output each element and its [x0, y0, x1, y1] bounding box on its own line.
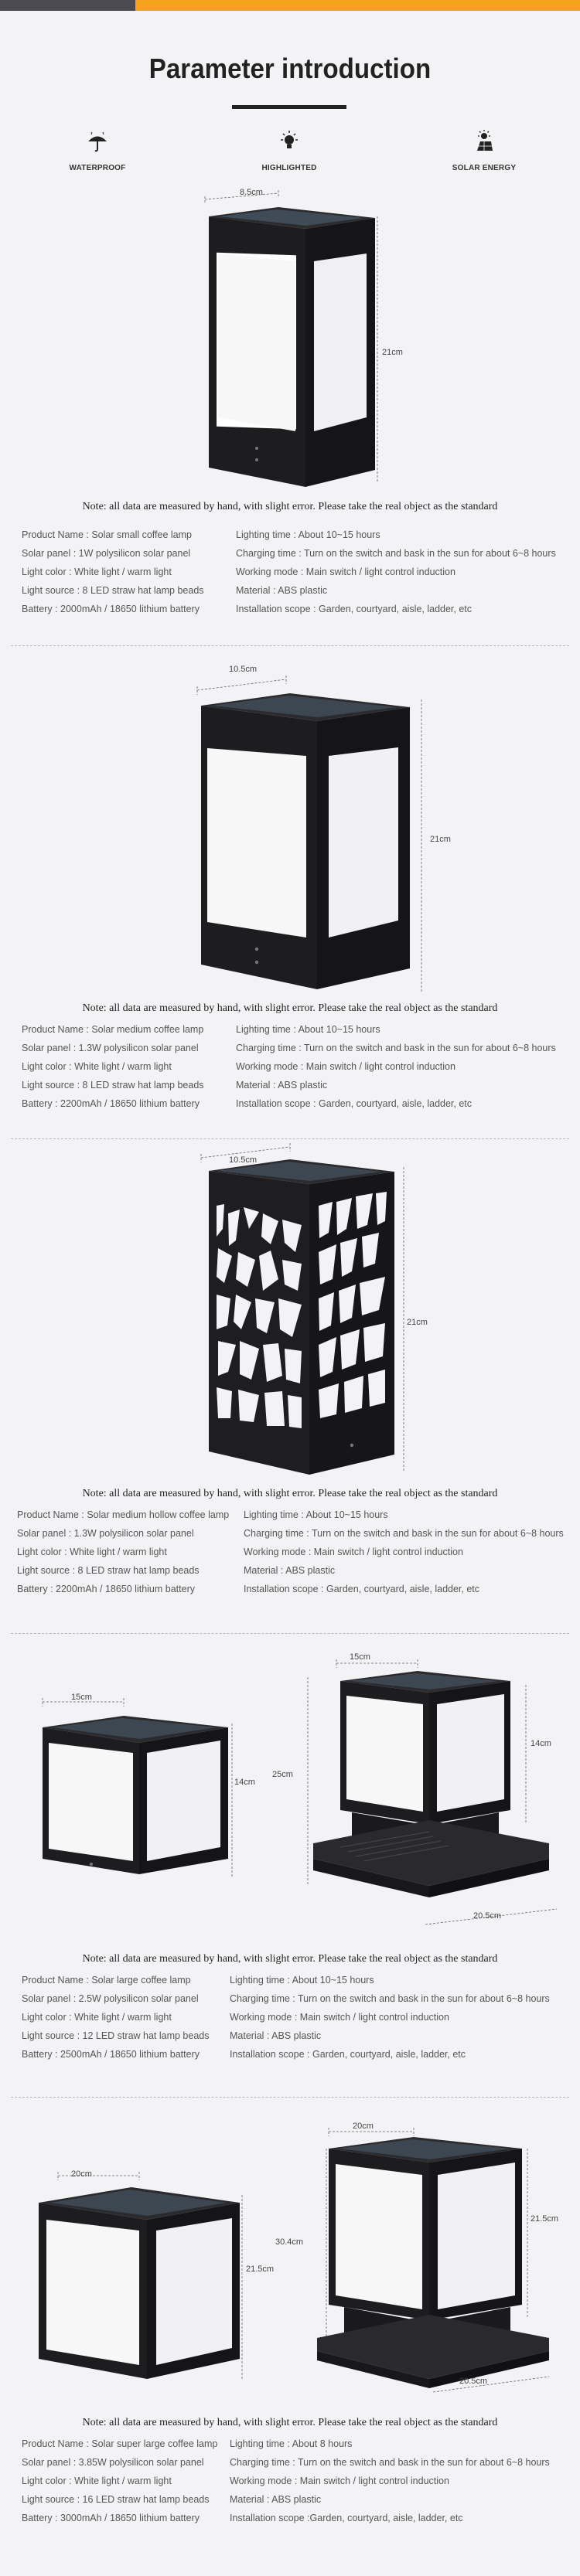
spec-line: Lighting time : About 10~15 hours — [236, 529, 380, 540]
spec-line: Lighting time : About 8 hours — [230, 2438, 353, 2449]
product-1-note: Note: all data are measured by hand, with slight error. Please take the real object as the standard — [82, 501, 498, 512]
spec-line: Charging time : Turn on the switch and bask in the sun for about 6~8 hours — [244, 1528, 564, 1539]
spec-line: Installation scope :Garden, courtyard, aisle, ladder, etc — [230, 2513, 463, 2523]
spec-line: Installation scope : Garden, courtyard, aisle, ladder, etc — [244, 1584, 480, 1594]
product-3-width-label: 10.5cm — [229, 1155, 258, 1165]
product-5b-total-height-label: 30.4cm — [275, 2237, 304, 2247]
spec-line: Installation scope : Garden, courtyard, aisle, ladder, etc — [236, 1098, 473, 1109]
spec-line: Lighting time : About 10~15 hours — [244, 1509, 388, 1520]
product-4a-lamp-image — [23, 1685, 271, 1901]
feature-highlighted — [227, 130, 351, 172]
spec-line: Working mode : Main switch / light control induction — [244, 1547, 463, 1557]
spec-line: Light color : White light / warm light — [22, 567, 172, 577]
product-5a-height-label: 21.5cm — [246, 2265, 275, 2274]
spec-line: Lighting time : About 10~15 hours — [236, 1024, 380, 1035]
spec-line: Solar panel : 1.3W polysilicon solar panel — [17, 1528, 194, 1539]
spec-line: Light source : 16 LED straw hat lamp beads — [22, 2494, 210, 2505]
product-1-lamp-image — [178, 185, 410, 495]
feature-waterproof — [36, 130, 159, 172]
umbrella-icon — [86, 130, 109, 153]
spec-line: Light color : White light / warm light — [22, 1061, 172, 1072]
product-5a-lamp-image — [19, 2133, 275, 2388]
spec-line: Light source : 8 LED straw hat lamp beads — [22, 1080, 204, 1091]
spec-line: Light source : 8 LED straw hat lamp beads — [17, 1565, 200, 1576]
spec-line: Charging time : Turn on the switch and bask in the sun for about 6~8 hours — [236, 1043, 556, 1053]
spec-line: Material : ABS plastic — [236, 1080, 328, 1091]
product-4b-width-label: 15cm — [350, 1652, 370, 1662]
spec-line: Battery : 2500mAh / 18650 lithium battery — [22, 2049, 200, 2060]
product-2-note: Note: all data are measured by hand, with slight error. Please take the real object as the standard — [82, 1002, 498, 1014]
product-5b-lamp-image — [302, 2110, 565, 2404]
feature-label: HIGHLIGHTED — [261, 164, 317, 172]
product-5b-width-label: 20cm — [353, 2122, 374, 2131]
spec-line: Solar panel : 1W polysilicon solar panel — [22, 548, 191, 559]
product-2-specs-left — [22, 1020, 204, 1113]
spec-line: Battery : 2200mAh / 18650 lithium battery — [17, 1584, 195, 1594]
spec-line: Battery : 2200mAh / 18650 lithium battery — [22, 1098, 200, 1109]
feature-solar-energy — [422, 130, 546, 172]
title-underline — [232, 105, 346, 109]
spec-line: Product Name : Solar super large coffee lamp — [22, 2438, 218, 2449]
spec-line: Working mode : Main switch / light control induction — [236, 567, 455, 577]
spec-line: Working mode : Main switch / light control induction — [230, 2476, 449, 2486]
product-4b-lamp-image — [294, 1646, 565, 1940]
product-3-specs-left — [17, 1506, 229, 1598]
product-1-specs-left — [22, 526, 204, 618]
section-divider — [11, 645, 569, 646]
feature-label: WATERPROOF — [69, 164, 126, 172]
spec-line: Product Name : Solar medium coffee lamp — [22, 1024, 204, 1035]
spec-line: Product Name : Solar large coffee lamp — [22, 1975, 191, 1986]
product-1-specs-right — [236, 526, 556, 618]
section-divider — [11, 2097, 569, 2098]
product-4b-base-width-label: 20.5cm — [473, 1911, 502, 1921]
product-3-height-label: 21cm — [407, 1318, 428, 1327]
bulb-icon — [278, 130, 301, 153]
product-5-specs-right — [230, 2435, 550, 2527]
spec-line: Battery : 3000mAh / 18650 lithium battery — [22, 2513, 200, 2523]
product-5-note: Note: all data are measured by hand, with slight error. Please take the real object as the standard — [82, 2417, 498, 2428]
product-5a-width-label: 20cm — [71, 2169, 92, 2179]
spec-line: Light source : 8 LED straw hat lamp beads — [22, 585, 204, 596]
spec-line: Charging time : Turn on the switch and bask in the sun for about 6~8 hours — [230, 2457, 550, 2468]
page-title: Parameter introduction — [148, 53, 432, 84]
spec-line: Charging time : Turn on the switch and bask in the sun for about 6~8 hours — [230, 1993, 550, 2004]
product-4b-total-height-label: 25cm — [272, 1770, 293, 1779]
section-divider — [11, 1633, 569, 1634]
product-5b-base-width-label: 20.5cm — [459, 2377, 488, 2386]
spec-line: Material : ABS plastic — [244, 1565, 336, 1576]
spec-line: Working mode : Main switch / light control induction — [236, 1061, 455, 1072]
product-4a-height-label: 14cm — [234, 1778, 255, 1787]
product-2-lamp-image — [186, 661, 441, 1001]
spec-line: Light color : White light / warm light — [22, 2012, 172, 2023]
product-4a-width-label: 15cm — [71, 1693, 92, 1702]
spec-line: Product Name : Solar medium hollow coffee lamp — [17, 1509, 230, 1520]
product-3-note: Note: all data are measured by hand, with slight error. Please take the real object as the standard — [82, 1488, 498, 1499]
spec-line: Light source : 12 LED straw hat lamp beads — [22, 2030, 210, 2041]
top-bar-orange-segment — [135, 0, 580, 11]
product-4-note: Note: all data are measured by hand, with slight error. Please take the real object as the standard — [82, 1953, 498, 1965]
spec-line: Solar panel : 1.3W polysilicon solar panel — [22, 1043, 199, 1053]
solar-panel-icon — [473, 130, 496, 153]
spec-line: Light color : White light / warm light — [22, 2476, 172, 2486]
top-accent-bar — [0, 0, 580, 11]
spec-line: Material : ABS plastic — [230, 2030, 322, 2041]
product-4-specs-left — [22, 1971, 210, 2064]
spec-line: Lighting time : About 10~15 hours — [230, 1975, 374, 1986]
product-5b-height-label: 21.5cm — [531, 2214, 559, 2224]
spec-line: Solar panel : 2.5W polysilicon solar panel — [22, 1993, 199, 2004]
product-1-height-label: 21cm — [382, 348, 403, 357]
spec-line: Material : ABS plastic — [230, 2494, 322, 2505]
spec-line: Installation scope : Garden, courtyard, aisle, ladder, etc — [230, 2049, 466, 2060]
product-4-specs-right — [230, 1971, 550, 2064]
top-bar-dark-segment — [0, 0, 135, 11]
spec-line: Light color : White light / warm light — [17, 1547, 167, 1557]
spec-line: Material : ABS plastic — [236, 585, 328, 596]
spec-line: Product Name : Solar small coffee lamp — [22, 529, 193, 540]
spec-line: Charging time : Turn on the switch and bask in the sun for about 6~8 hours — [236, 548, 556, 559]
product-1-width-label: 8.5cm — [240, 188, 263, 197]
feature-label: SOLAR ENERGY — [452, 164, 517, 172]
product-4b-height-label: 14cm — [531, 1739, 551, 1748]
spec-line: Installation scope : Garden, courtyard, aisle, ladder, etc — [236, 604, 473, 614]
product-2-height-label: 21cm — [430, 835, 451, 844]
spec-line: Solar panel : 3.85W polysilicon solar panel — [22, 2457, 204, 2468]
product-3-specs-right — [244, 1506, 564, 1598]
spec-line: Working mode : Main switch / light control induction — [230, 2012, 449, 2023]
product-5-specs-left — [22, 2435, 217, 2527]
product-2-specs-right — [236, 1020, 556, 1113]
spec-line: Battery : 2000mAh / 18650 lithium battery — [22, 604, 200, 614]
product-2-width-label: 10.5cm — [229, 665, 258, 674]
